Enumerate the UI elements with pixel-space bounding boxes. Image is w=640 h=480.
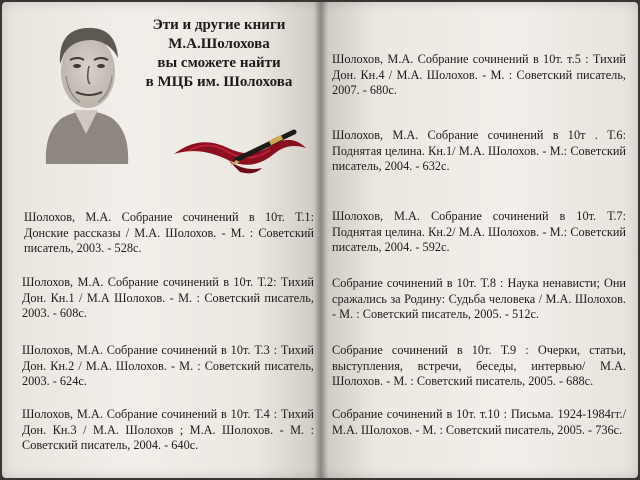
list-item: Собрание сочинений в 10т. Т.9 : Очерки, статьи, выступления, встречи, беседы, интервью/ М.А. Шолохов. - М. : Советский писатель, 2005. - 688с. [332,343,626,389]
list-item: Шолохов, М.А. Собрание сочинений в 10т. Т.1: Донские рассказы / М.А. Шолохов. - М. : Советский писатель, 2003. - 528с. [24,210,314,256]
pen-ribbon-icon [170,126,310,178]
open-book [2,2,638,478]
heading-line-3: вы сможете найти [157,55,281,71]
list-item: Шолохов, М.А. Собрание сочинений в 10т. Т.7: Поднятая целина. Кн.2/ М.А. Шолохов. - М.: Советский писатель, 2004. - 592с. [332,209,626,255]
heading-line-1: Эти и другие книги [152,17,286,33]
list-item: Шолохов, М.А. Собрание сочинений в 10т. Т.4 : Тихий Дон. Кн.3 / М.А. Шолохов ; М.А. Шолохов. - М. : Советский писатель, 2004. - 640с. [22,407,314,453]
heading-line-4: в МЦБ им. Шолохова [145,74,293,90]
heading-line-2: М.А.Шолохова [168,36,270,52]
list-item: Шолохов, М.А. Собрание сочинений в 10т. т.5 : Тихий Дон. Кн.4 / М.А. Шолохов. - М. : Советский писатель, 2007. - 680с. [332,52,626,98]
list-item: Шолохов, М.А. Собрание сочинений в 10т. Т.3 : Тихий Дон. Кн.2 / М.А. Шолохов. - М. : Советский писатель, 2003. - 624с. [22,343,314,389]
list-item: Собрание сочинений в 10т. т.10 : Письма. 1924-1984гг./ М.А. Шолохов. - М. : Советский писатель, 2005. - 736с. [332,407,626,437]
list-item: Шолохов, М.А. Собрание сочинений в 10т . Т.6: Поднятая целина. Кн.1/ М.А. Шолохов. - М.: Советский писатель, 2004. - 632с. [332,128,626,174]
author-portrait [36,14,136,164]
book-spine [314,2,328,478]
list-item: Шолохов, М.А. Собрание сочинений в 10т. Т.2: Тихий Дон. Кн.1 / М.А Шолохов. - М. : Советский писатель, 2003. - 608с. [22,275,314,321]
promo-heading [134,16,304,92]
list-item: Собрание сочинений в 10т. Т.8 : Наука ненависти; Они сражались за Родину: Судьба человека / М.А. Шолохов. - М. : Советский писатель, 2005. - 512с. [332,276,626,322]
